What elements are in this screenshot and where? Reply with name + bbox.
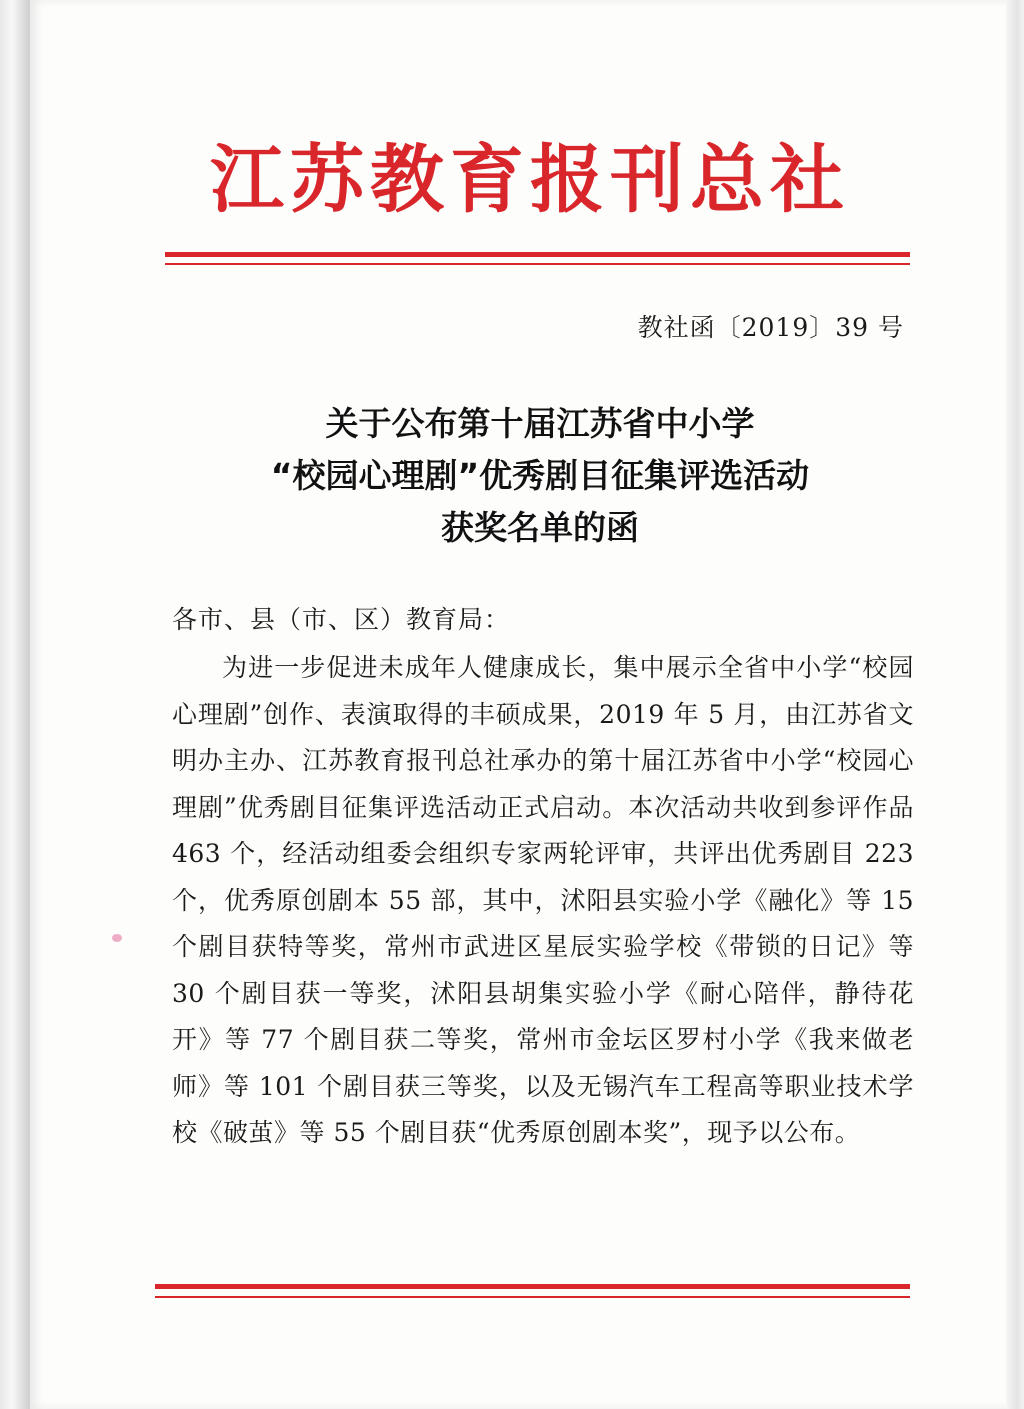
- body-paragraph: 为进一步促进未成年人健康成长，集中展示全省中小学“校园心理剧”创作、表演取得的丰硕成果，2019 年 5 月，由江苏省文明办主办、江苏教育报刊总社承办的第十届江苏省中小学“校园心理剧”优秀剧目征集评选活动正式启动。本次活动共收到参评作品 463 个，经活动组委会组织专家两轮评审，共评出优秀剧目 223 个，优秀原创剧本 55 部，其中，沭阳县实验小学《融化》等 15 个剧目获特等奖，常州市武进区星辰实验学校《带锁的日记》等 30 个剧目获一等奖，沭阳县胡集实验小学《耐心陪伴，静待花开》等 77 个剧目获二等奖，常州市金坛区罗村小学《我来做老师》等 101 个剧目获三等奖，以及无锡汽车工程高等职业技术学校《破茧》等 55 个剧目获“优秀原创剧本奖”，现予以公布。: [172, 653, 914, 1147]
- letterhead-rule-thin: [165, 263, 910, 265]
- scan-right-fold: [1006, 0, 1024, 1409]
- document-title: [150, 398, 930, 554]
- letterhead-organization: 江苏教育报刊总社: [210, 137, 850, 223]
- footer-rule-thin: [155, 1296, 910, 1298]
- title-line-3: 获奖名单的函: [441, 508, 639, 547]
- title-line-2: “校园心理剧”优秀剧目征集评选活动: [270, 456, 810, 495]
- document-number: 教社函〔2019〕39 号: [637, 313, 904, 342]
- letterhead-rule-thick: [165, 252, 910, 257]
- salutation: 各市、县（市、区）教育局：: [172, 605, 511, 634]
- scan-left-edge: [0, 0, 30, 1409]
- footer-rule-thick: [155, 1284, 910, 1289]
- title-line-1: 关于公布第十届江苏省中小学: [325, 404, 755, 443]
- ink-mark: [112, 934, 122, 942]
